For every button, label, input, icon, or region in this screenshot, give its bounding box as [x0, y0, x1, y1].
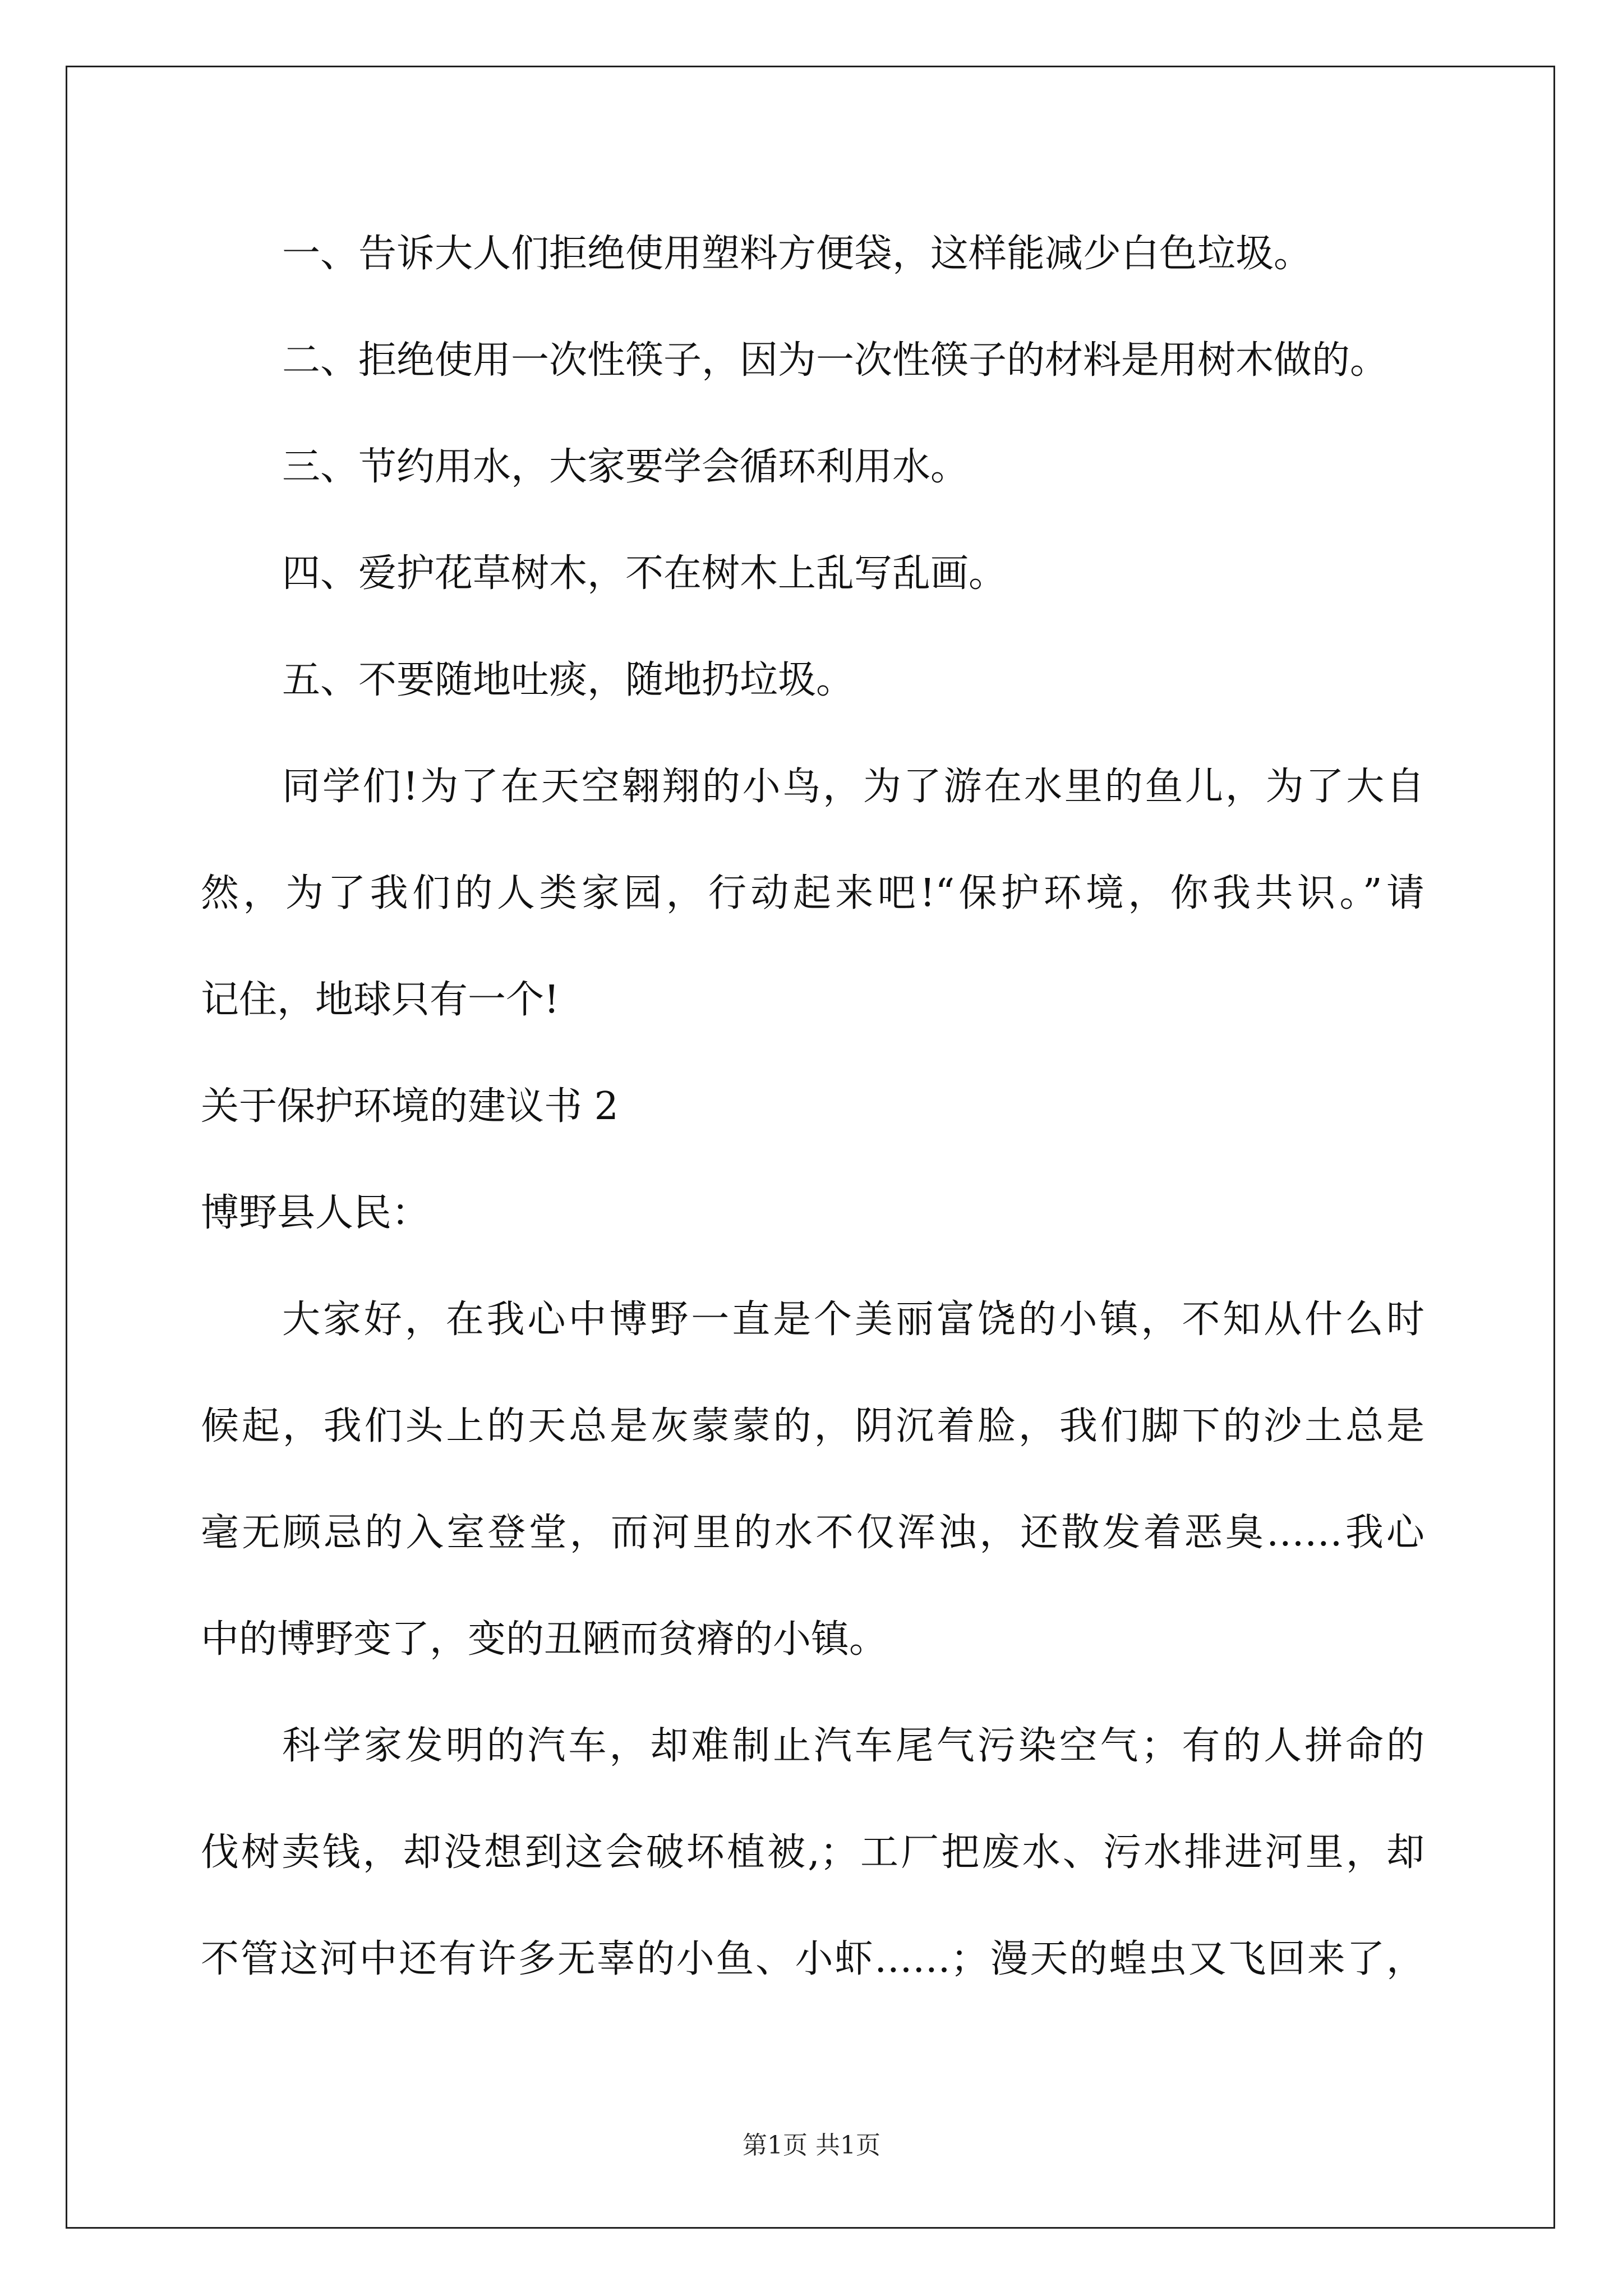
- paragraph-line: 同学们!为了在天空翱翔的小鸟，为了游在水里的鱼儿，为了大自: [282, 765, 1424, 809]
- paragraph-line: 科学家发明的汽车，却难制止汽车尾气污染空气；有的人拼命的: [282, 1724, 1424, 1768]
- paragraph-line: 中的博野变了，变的丑陋而贫瘠的小镇。: [201, 1617, 888, 1662]
- paragraph-line: 然，为了我们的人类家园，行动起来吧!“保护环境，你我共识。”请: [201, 871, 1424, 915]
- section-title: 关于保护环境的建议书 2: [201, 1084, 619, 1129]
- page-number: 第1页 共1页: [743, 2131, 880, 2160]
- paragraph-line: 三、节约用水，大家要学会循环利用水。: [282, 445, 969, 489]
- paragraph-line: 大家好，在我心中博野一直是个美丽富饶的小镇，不知从什么时: [282, 1297, 1424, 1342]
- paragraph-line: 记住，地球只有一个!: [201, 978, 560, 1022]
- paragraph-line: 四、爱护花草树木，不在树木上乱写乱画。: [282, 551, 1007, 596]
- paragraph-line: 不管这河中还有许多无辜的小鱼、小虾……；漫天的蝗虫又飞回来了，: [201, 1937, 1424, 1981]
- paragraph-line: 伐树卖钱，却没想到这会破坏植被,；工厂把废水、污水排进河里，却: [201, 1830, 1424, 1875]
- paragraph-line: 一、告诉大人们拒绝使用塑料方便袋，这样能减少白色垃圾。: [282, 232, 1312, 276]
- paragraph-line: 候起，我们头上的天总是灰蒙蒙的，阴沉着脸，我们脚下的沙土总是: [201, 1404, 1424, 1448]
- paragraph-line: 毫无顾忌的入室登堂，而河里的水不仅浑浊，还散发着恶臭……我心: [201, 1511, 1424, 1555]
- salutation: 博野县人民：: [201, 1191, 430, 1235]
- paragraph-line: 五、不要随地吐痰，随地扔垃圾。: [282, 658, 855, 702]
- page-frame: [66, 66, 1555, 2229]
- paragraph-line: 二、拒绝使用一次性筷子，因为一次性筷子的材料是用树木做的。: [282, 338, 1389, 383]
